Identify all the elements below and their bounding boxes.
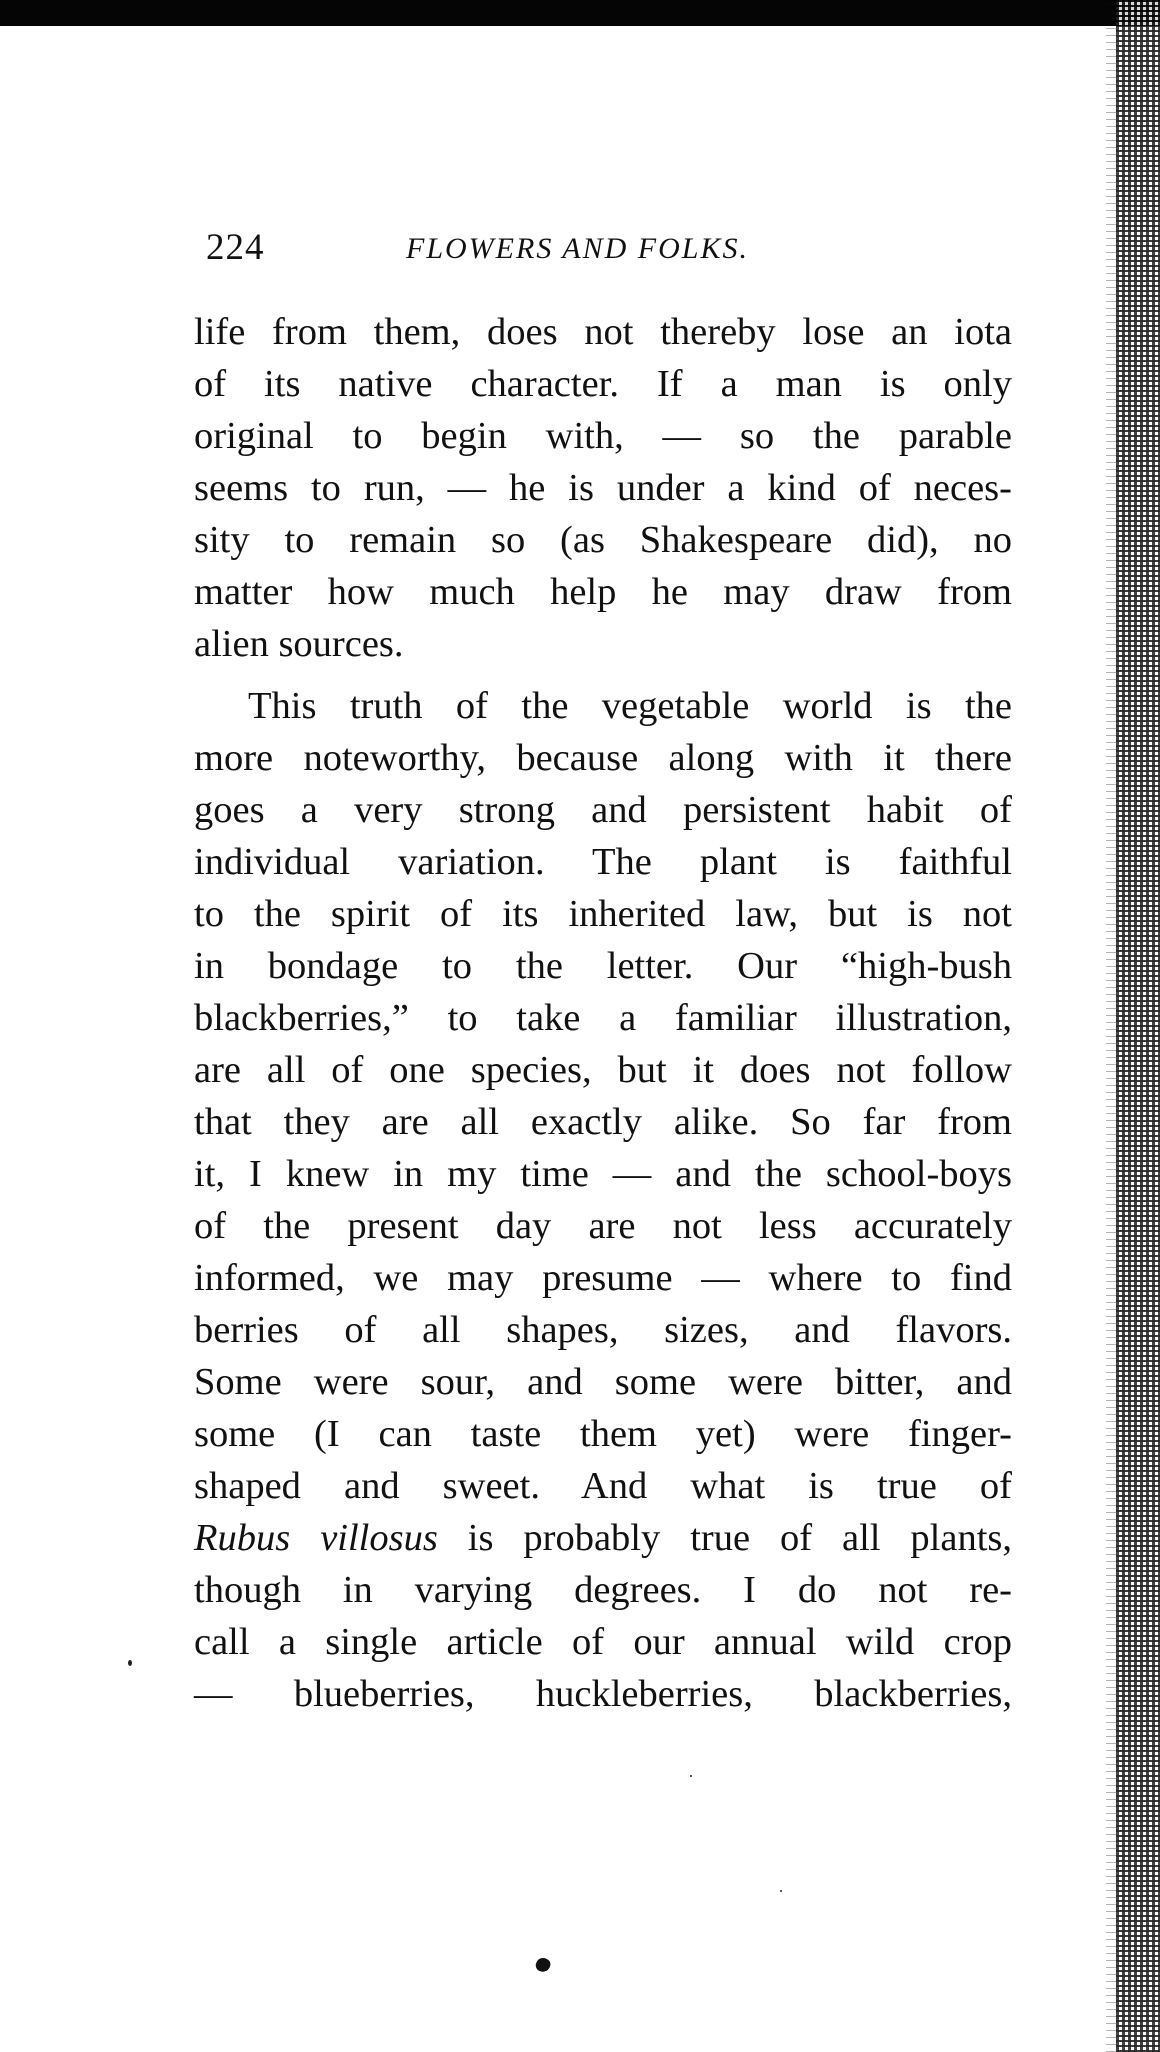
scan-top-border bbox=[0, 0, 1160, 26]
page-number: 224 bbox=[206, 227, 265, 268]
ink-blot bbox=[534, 1956, 553, 1975]
text-line: of the present day are not less accurately bbox=[194, 1205, 1012, 1247]
ink-speck bbox=[780, 1890, 782, 1892]
text-line: berries of all shapes, sizes, and flavors. bbox=[194, 1309, 1012, 1351]
text-line: sity to remain so (as Shakespeare did), no bbox=[194, 519, 1012, 561]
text-line: — blueberries, huckleberries, blackberries, bbox=[194, 1673, 1012, 1715]
text-line: to the spirit of its inherited law, but is not bbox=[194, 893, 1012, 935]
text-line: Some were sour, and some were bitter, and bbox=[194, 1361, 1012, 1403]
text-line: This truth of the vegetable world is the bbox=[248, 685, 1012, 727]
text-line-rest: is probably true of all plants, bbox=[437, 1517, 1012, 1559]
text-line: in bondage to the letter. Our “high-bush bbox=[194, 945, 1012, 987]
text-line: though in varying degrees. I do not re- bbox=[194, 1569, 1012, 1611]
running-head: FLOWERS AND FOLKS. bbox=[406, 232, 749, 265]
text-line: informed, we may presume — where to find bbox=[194, 1257, 1012, 1299]
text-line: of its native character. If a man is only bbox=[194, 363, 1012, 405]
page-header bbox=[206, 226, 826, 276]
text-line: are all of one species, but it does not follow bbox=[194, 1049, 1012, 1091]
text-line: goes a very strong and persistent habit of bbox=[194, 789, 1012, 831]
body-text bbox=[194, 306, 1012, 1720]
text-line: more noteworthy, because along with it there bbox=[194, 737, 1012, 779]
text-line: shaped and sweet. And what is true of bbox=[194, 1465, 1012, 1507]
text-line: original to begin with, — so the parable bbox=[194, 415, 1012, 457]
text-line: alien sources. bbox=[194, 623, 404, 665]
text-line: matter how much help he may draw from bbox=[194, 571, 1012, 613]
text-line: some (I can taste them yet) were finger- bbox=[194, 1413, 1012, 1455]
ink-speck bbox=[128, 1660, 132, 1666]
ink-speck bbox=[690, 1775, 692, 1777]
text-line: it, I knew in my time — and the school-boys bbox=[194, 1153, 1012, 1195]
paragraph-1 bbox=[194, 306, 1012, 670]
text-line: seems to run, — he is under a kind of neces- bbox=[194, 467, 1012, 509]
text-line: life from them, does not thereby lose an iota bbox=[194, 311, 1012, 353]
text-line-rubus bbox=[194, 1512, 1012, 1564]
text-line: blackberries,” to take a familiar illustration, bbox=[194, 997, 1012, 1039]
species-name: Rubus villosus bbox=[194, 1517, 438, 1559]
paragraph-2 bbox=[194, 680, 1012, 1720]
text-line: individual variation. The plant is faithful bbox=[194, 841, 1012, 883]
scan-page-edge bbox=[1116, 0, 1160, 2052]
text-line: call a single article of our annual wild crop bbox=[194, 1621, 1012, 1663]
text-line: that they are all exactly alike. So far from bbox=[194, 1101, 1012, 1143]
